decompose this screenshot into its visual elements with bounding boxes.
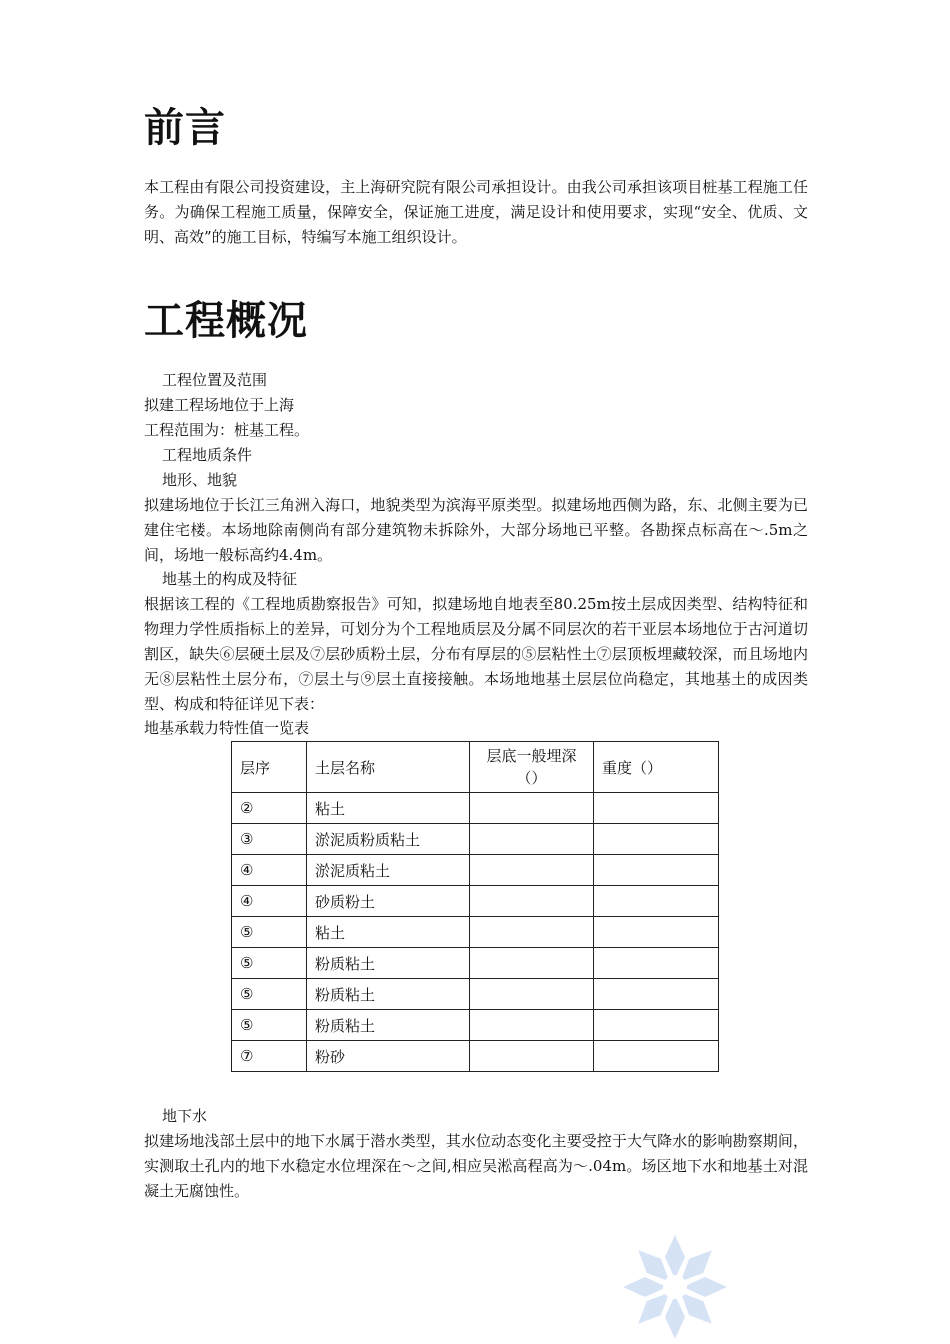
table-row <box>232 886 719 917</box>
soil-heading: 地基土的构成及特征 <box>162 570 298 588</box>
soil-layer-table <box>231 741 719 1072</box>
scope-line: 工程范围为：桩基工程。 <box>144 421 310 439</box>
cell-bottom-depth <box>470 979 594 1010</box>
cell-layer-order: ⑦ <box>232 1041 307 1072</box>
table-header-row <box>232 742 719 793</box>
cell-layer-order: ③ <box>232 824 307 855</box>
cell-bottom-depth <box>470 824 594 855</box>
table-row <box>232 793 719 824</box>
header-layer-order: 层序 <box>232 742 307 793</box>
preface-title: 前言 <box>144 105 226 151</box>
soil-paragraph: 根据该工程的《工程地质勘察报告》可知，拟建场地自地表至80.25m按土层成因类型、结构特征和物理力学性质指标上的差异，可划分为个工程地质层及分属不同层次的若干亚层本场地位于古河道切割区，缺失⑥层硬土层及⑦层砂质粉土层，分布有厚层的⑤层粘性土⑦层顶板埋藏较深，而且场地内无⑧层粘性土层分布，⑦层土与⑨层土直接接触。本场地地基土层层位尚稳定，其地基土的成因类型、构成和特征详见下表： <box>144 595 808 713</box>
table-row <box>232 917 719 948</box>
cell-bottom-depth <box>470 948 594 979</box>
cell-unit-weight <box>594 855 719 886</box>
cell-soil-name: 砂质粉土 <box>307 886 470 917</box>
terrain-paragraph: 拟建场地位于长江三角洲入海口，地貌类型为滨海平原类型。拟建场地西侧为路，东、北侧主要为已建住宅楼。本场地除南侧尚有部分建筑物未拆除外，大部分场地已平整。各勘探点标高在～.5m之间，场地一般标高约4.4m。 <box>144 496 808 564</box>
cell-unit-weight <box>594 917 719 948</box>
cell-layer-order: ⑤ <box>232 948 307 979</box>
cell-unit-weight <box>594 948 719 979</box>
cell-soil-name: 粘土 <box>307 917 470 948</box>
cell-soil-name: 粉质粘土 <box>307 948 470 979</box>
cell-layer-order: ② <box>232 793 307 824</box>
cell-bottom-depth <box>470 886 594 917</box>
location-line: 拟建工程场地位于上海 <box>144 396 295 414</box>
preface-paragraph: 本工程由有限公司投资建设，主上海研究院有限公司承担设计。由我公司承担该项目桩基工程施工任务。为确保工程施工质量，保障安全，保证施工进度，满足设计和使用要求，实现“安全、优质、文明、高效”的施工目标，特编写本施工组织设计。 <box>144 178 808 246</box>
cell-soil-name: 淤泥质粘土 <box>307 855 470 886</box>
table-row <box>232 1041 719 1072</box>
cell-soil-name: 淤泥质粉质粘土 <box>307 824 470 855</box>
location-heading: 工程位置及范围 <box>162 371 268 389</box>
cell-layer-order: ④ <box>232 886 307 917</box>
header-soil-name: 土层名称 <box>307 742 470 793</box>
geology-heading: 工程地质条件 <box>162 446 253 464</box>
cell-bottom-depth <box>470 917 594 948</box>
cell-unit-weight <box>594 1010 719 1041</box>
cell-layer-order: ⑤ <box>232 979 307 1010</box>
cell-bottom-depth <box>470 855 594 886</box>
table-row <box>232 824 719 855</box>
cell-unit-weight <box>594 793 719 824</box>
table-row <box>232 979 719 1010</box>
table-caption: 地基承载力特性值一览表 <box>144 719 310 737</box>
groundwater-paragraph: 拟建场地浅部土层中的地下水属于潜水类型，其水位动态变化主要受控于大气降水的影响勘察期间，实测取土孔内的地下水稳定水位埋深在～之间,相应吴淞高程高为～.04m。场区地下水和地基土对混凝土无腐蚀性。 <box>144 1132 808 1200</box>
cell-unit-weight <box>594 886 719 917</box>
terrain-heading: 地形、地貌 <box>162 471 238 489</box>
header-unit-weight: 重度（） <box>594 742 719 793</box>
cell-layer-order: ④ <box>232 855 307 886</box>
cell-unit-weight <box>594 824 719 855</box>
cell-soil-name: 粉质粘土 <box>307 1010 470 1041</box>
cell-bottom-depth <box>470 793 594 824</box>
cell-soil-name: 粉砂 <box>307 1041 470 1072</box>
table-row <box>232 948 719 979</box>
cell-unit-weight <box>594 1041 719 1072</box>
cell-soil-name: 粉质粘土 <box>307 979 470 1010</box>
groundwater-heading: 地下水 <box>162 1107 208 1125</box>
cell-bottom-depth <box>470 1010 594 1041</box>
cell-layer-order: ⑤ <box>232 917 307 948</box>
table-row <box>232 1010 719 1041</box>
cell-bottom-depth <box>470 1041 594 1072</box>
snowflake-logo-icon <box>620 1232 730 1342</box>
cell-layer-order: ⑤ <box>232 1010 307 1041</box>
header-bottom-depth: 层底一般埋深（） <box>470 742 594 793</box>
cell-unit-weight <box>594 979 719 1010</box>
overview-title: 工程概况 <box>144 298 308 344</box>
cell-soil-name: 粘土 <box>307 793 470 824</box>
table-row <box>232 855 719 886</box>
